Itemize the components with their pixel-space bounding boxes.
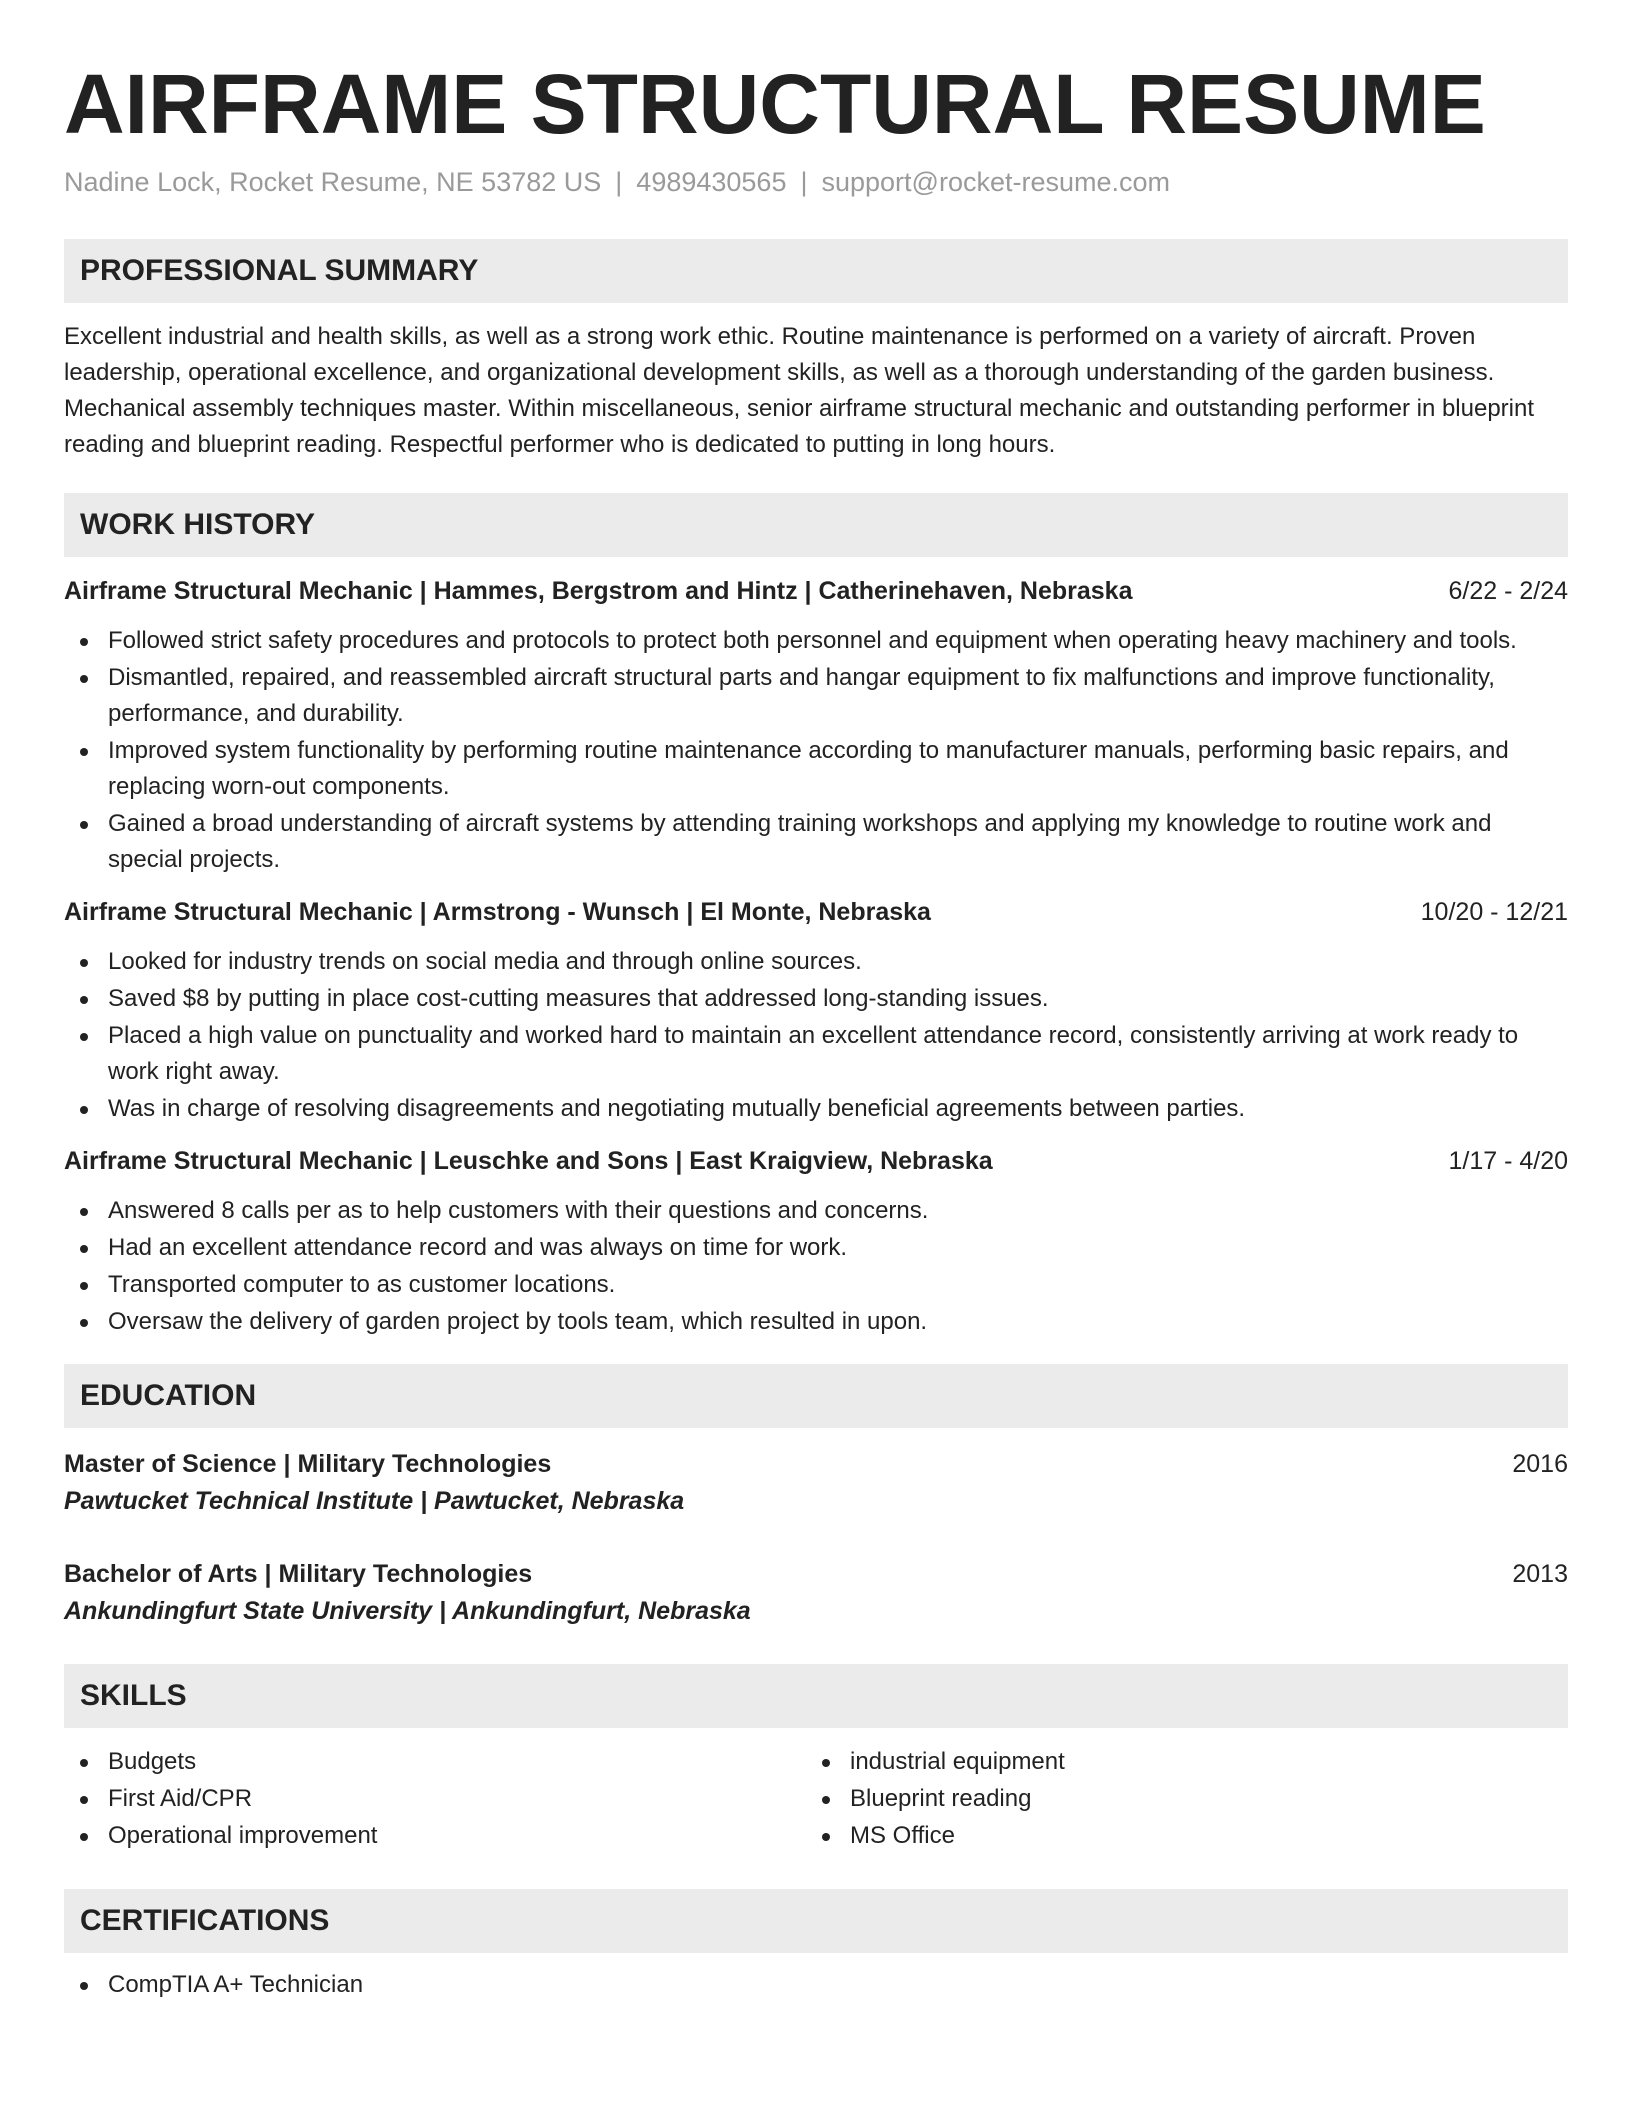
job-header: [64, 573, 1568, 609]
job-bullet: Followed strict safety procedures and protocols to protect both personnel and equipment when operating heavy machinery and tools.: [64, 623, 1568, 659]
job-bullet: Saved $8 by putting in place cost-cutting measures that addressed long-standing issues.: [64, 981, 1568, 1017]
certifications-heading: CERTIFICATIONS: [64, 1889, 1568, 1953]
education-entry: [64, 1556, 1568, 1630]
skill-item: Blueprint reading: [806, 1781, 1548, 1817]
job-header: [64, 894, 1568, 930]
job-title: Airframe Structural Mechanic | Armstrong - Wunsch | El Monte, Nebraska: [64, 898, 931, 926]
summary-text: Excellent industrial and health skills, as well as a strong work ethic. Routine maintenance is performed on a variety of aircraft. Proven leadership, operational excellence, and organizational development skills, as well as a thorough understanding of the garden business. Mechanical assembly techniques master. Within miscellaneous, senior airframe structural mechanic and outstanding performer in blueprint reading and blueprint reading. Respectful performer who is dedicated to putting in long hours.: [64, 323, 1535, 458]
job-dates: 10/20 - 12/21: [1420, 898, 1568, 926]
job-bullet: Dismantled, repaired, and reassembled aircraft structural parts and hangar equipment to fix malfunctions and improve functionality, performance, and durability.: [64, 660, 1568, 732]
skill-item: Budgets: [64, 1744, 806, 1780]
job-bullet: Oversaw the delivery of garden project by tools team, which resulted in upon.: [64, 1304, 1568, 1340]
education-header: [64, 1556, 1568, 1592]
job-entry: [64, 894, 1568, 1127]
contact-phone: 4989430565: [636, 167, 787, 197]
job-bullet: Was in charge of resolving disagreements and negotiating mutually beneficial agreements between parties.: [64, 1091, 1568, 1127]
skill-item: Operational improvement: [64, 1818, 806, 1854]
education-degree: Bachelor of Arts | Military Technologies: [64, 1560, 533, 1588]
education-entry: [64, 1446, 1568, 1520]
job-entry: [64, 573, 1568, 878]
education-header: [64, 1446, 1568, 1482]
summary-heading: PROFESSIONAL SUMMARY: [64, 239, 1568, 303]
education-year: 2016: [1512, 1450, 1568, 1478]
job-bullet: Looked for industry trends on social media and through online sources.: [64, 944, 1568, 980]
job-entry: [64, 1143, 1568, 1340]
skills-list: [64, 1744, 1568, 1855]
skill-item: industrial equipment: [806, 1744, 1548, 1780]
work-history-heading: WORK HISTORY: [64, 493, 1568, 557]
skill-item: MS Office: [806, 1818, 1548, 1854]
resume-title: AIRFRAME STRUCTURAL RESUME: [64, 57, 1486, 151]
job-bullet: Had an excellent attendance record and was always on time for work.: [64, 1230, 1568, 1266]
job-bullets: [64, 1193, 1568, 1340]
job-title: Airframe Structural Mechanic | Hammes, Bergstrom and Hintz | Catherinehaven, Nebraska: [64, 577, 1133, 605]
skill-item: First Aid/CPR: [64, 1781, 806, 1817]
job-bullet: Transported computer to as customer locations.: [64, 1267, 1568, 1303]
certification-item: CompTIA A+ Technician: [64, 1967, 1568, 2003]
contact-separator: |: [615, 167, 623, 197]
education-heading: EDUCATION: [64, 1364, 1568, 1428]
education-school: Pawtucket Technical Institute | Pawtucket, Nebraska: [64, 1487, 685, 1515]
job-bullets: [64, 623, 1568, 878]
education-degree: Master of Science | Military Technologies: [64, 1450, 552, 1478]
contact-line: [64, 164, 1568, 200]
job-bullet: Gained a broad understanding of aircraft systems by attending training workshops and applying my knowledge to routine work and special projects.: [64, 806, 1568, 878]
job-header: [64, 1143, 1568, 1179]
skills-column-left: [64, 1744, 806, 1855]
contact-separator: |: [800, 167, 808, 197]
contact-email: support@rocket-resume.com: [821, 167, 1171, 197]
job-dates: 1/17 - 4/20: [1448, 1147, 1568, 1175]
education-year: 2013: [1512, 1560, 1568, 1588]
job-bullet: Improved system functionality by performing routine maintenance according to manufacturer manuals, performing basic repairs, and replacing worn-out components.: [64, 733, 1568, 805]
job-bullet: Answered 8 calls per as to help customers with their questions and concerns.: [64, 1193, 1568, 1229]
education-school: Ankundingfurt State University | Ankundingfurt, Nebraska: [64, 1597, 751, 1625]
skills-heading: SKILLS: [64, 1664, 1568, 1728]
certifications-list: [64, 1967, 1568, 2003]
contact-address: Nadine Lock, Rocket Resume, NE 53782 US: [64, 167, 602, 197]
job-dates: 6/22 - 2/24: [1448, 577, 1568, 605]
skills-column-right: [806, 1744, 1548, 1855]
job-bullet: Placed a high value on punctuality and worked hard to maintain an excellent attendance record, consistently arriving at work ready to work right away.: [64, 1018, 1568, 1090]
job-bullets: [64, 944, 1568, 1127]
job-title: Airframe Structural Mechanic | Leuschke and Sons | East Kraigview, Nebraska: [64, 1147, 993, 1175]
